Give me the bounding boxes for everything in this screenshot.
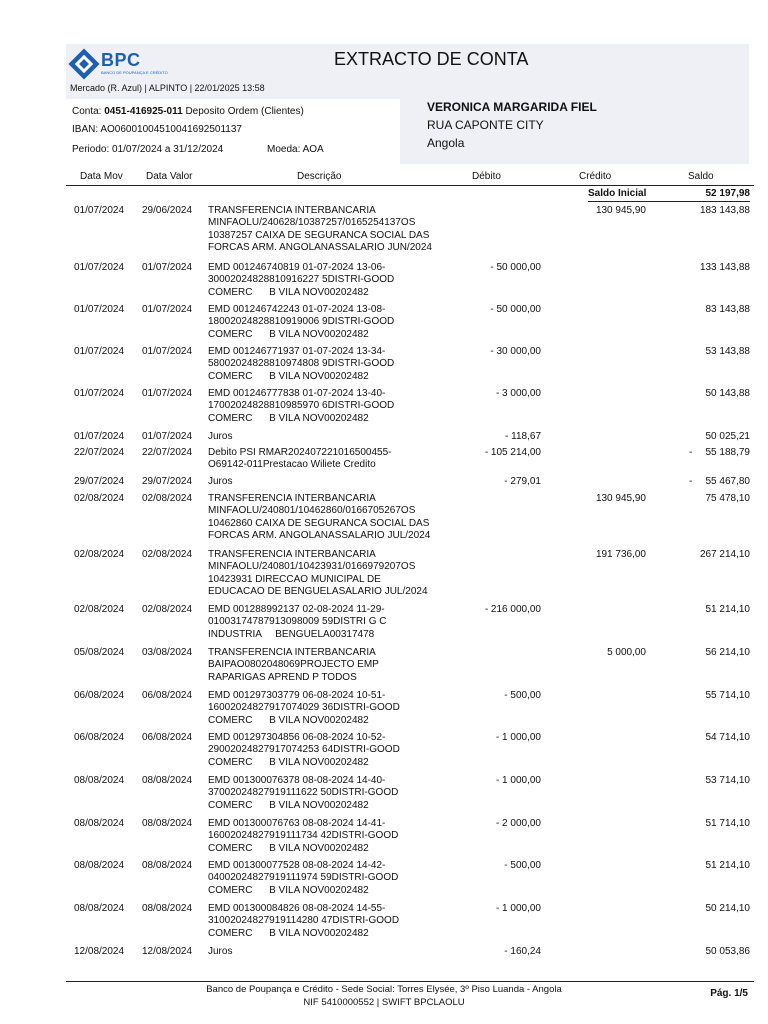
- cell-data-mov: 08/08/2024: [74, 775, 125, 786]
- cell-data-valor: 29/07/2024: [142, 476, 193, 487]
- account-number: 0451-416925-011: [104, 106, 183, 117]
- cell-data-mov: 01/07/2024: [74, 388, 125, 399]
- descricao-line: 18002024828810919006 9DISTRI-GOOD: [208, 316, 395, 328]
- footer-bank-address: Banco de Poupança e Crédito - Sede Social: Torres Elysée, 3º Piso Luanda - Angola: [206, 984, 562, 995]
- cell-credito: 130 945,90: [595, 205, 646, 216]
- descricao-line: 04002024827919111974 59DISTRI-GOOD: [208, 872, 399, 884]
- descricao-line: FORCAS ARM. ANGOLANASSALARIO JUN/2024: [208, 242, 432, 254]
- cell-descricao: [208, 946, 232, 958]
- descricao-line: FORCAS ARM. ANGOLANASSALARIO JUL/2024: [208, 530, 431, 542]
- cell-data-mov: 01/07/2024: [74, 304, 125, 315]
- cell-debito: - 1 000,00: [495, 732, 541, 743]
- descricao-line: COMERC B VILA NOV00202482: [208, 328, 369, 340]
- descricao-line: O69142-011Prestacao Wiliete Credito: [208, 459, 376, 471]
- cell-data-valor: 02/08/2024: [142, 549, 193, 560]
- cell-credito: 5 000,00: [607, 647, 646, 658]
- cell-debito: - 2 000,00: [495, 818, 541, 829]
- cell-descricao: [208, 549, 428, 599]
- descricao-line: COMERC B VILA NOV00202482: [208, 842, 369, 854]
- descricao-line: COMERC B VILA NOV00202482: [208, 412, 369, 424]
- cell-debito: - 1 000,00: [495, 903, 541, 914]
- cell-data-valor: 01/07/2024: [142, 431, 193, 442]
- col-head-saldo: Saldo: [688, 171, 714, 182]
- descricao-line: BAIPAO0802048069PROJECTO EMP: [208, 659, 379, 671]
- cell-debito: - 216 000,00: [484, 604, 541, 615]
- cell-credito: 191 736,00: [595, 549, 646, 560]
- descricao-line: TRANSFERENCIA INTERBANCARIA: [208, 549, 376, 560]
- descricao-line: 16002024827919111734 42DISTRI-GOOD: [208, 830, 399, 842]
- cell-data-valor: 12/08/2024: [142, 946, 193, 957]
- descricao-line: EMD 001300076763 08-08-2024 14-41-: [208, 818, 386, 829]
- descricao-line: EMD 001246742243 01-07-2024 13-08-: [208, 304, 386, 315]
- descricao-line: Debito PSI RMAR202407221016500455-: [208, 447, 392, 458]
- cell-debito: - 500,00: [504, 690, 541, 701]
- saldo-inicial-label: Saldo Inicial: [588, 188, 647, 199]
- cell-descricao: [208, 346, 394, 383]
- cell-descricao: [208, 431, 232, 443]
- descricao-line: COMERC B VILA NOV00202482: [208, 370, 369, 382]
- cell-data-valor: 02/08/2024: [142, 604, 193, 615]
- cell-saldo: 55 467,80: [705, 476, 750, 487]
- cell-descricao: [208, 604, 386, 641]
- cell-data-valor: 08/08/2024: [142, 903, 193, 914]
- cell-data-mov: 12/08/2024: [74, 946, 125, 957]
- account-type: Deposito Ordem (Clientes): [182, 106, 304, 117]
- cell-saldo: 50 053,86: [705, 946, 750, 957]
- account-number-line: [72, 106, 304, 117]
- cell-saldo: 133 143,88: [699, 262, 750, 273]
- cell-saldo-sign: -: [689, 476, 693, 487]
- descricao-line: 58002024828810974808 9DISTRI-GOOD: [208, 358, 395, 370]
- cell-data-valor: 01/07/2024: [142, 304, 193, 315]
- cell-saldo: 51 714,10: [705, 818, 750, 829]
- descricao-line: RAPARIGAS APREND P TODOS: [208, 671, 357, 683]
- cell-data-valor: 01/07/2024: [142, 388, 193, 399]
- cell-descricao: [208, 205, 432, 255]
- cell-credito: 130 945,90: [595, 493, 646, 504]
- cell-saldo: 51 214,10: [705, 604, 750, 615]
- descricao-line: COMERC B VILA NOV00202482: [208, 756, 369, 768]
- cell-descricao: [208, 775, 398, 812]
- page-number: Pág. 1/5: [710, 988, 748, 999]
- cell-data-mov: 01/07/2024: [74, 205, 125, 216]
- cell-data-mov: 01/07/2024: [74, 262, 125, 273]
- descricao-line: Juros: [208, 946, 233, 957]
- descricao-line: MINFAOLU/240801/10423931/0166979207OS: [208, 561, 416, 573]
- descricao-line: 01003174787913098009 59DISTRI G C: [208, 616, 387, 628]
- cell-saldo: 53 143,88: [705, 346, 750, 357]
- cell-saldo: 55 714,10: [705, 690, 750, 701]
- cell-descricao: [208, 860, 398, 897]
- cell-saldo: 54 714,10: [705, 732, 750, 743]
- descricao-line: 10462860 CAIXA DE SEGURANCA SOCIAL DAS: [208, 517, 430, 529]
- cell-saldo: 50 143,88: [705, 388, 750, 399]
- cell-saldo: 51 214,10: [705, 860, 750, 871]
- descricao-line: 17002024828810985970 6DISTRI-GOOD: [208, 400, 395, 412]
- cell-data-mov: 02/08/2024: [74, 604, 125, 615]
- descricao-line: 16002024827917074029 36DISTRI-GOOD: [208, 702, 400, 714]
- descricao-line: MINFAOLU/240628/10387257/0165254137OS: [208, 217, 416, 229]
- cell-debito: - 50 000,00: [490, 304, 541, 315]
- logo-text: BPC: [101, 50, 141, 70]
- cell-data-valor: 08/08/2024: [142, 860, 193, 871]
- cell-data-mov: 08/08/2024: [74, 903, 125, 914]
- cell-saldo: 75 478,10: [705, 493, 750, 504]
- cell-descricao: [208, 903, 399, 940]
- descricao-line: 10387257 CAIXA DE SEGURANCA SOCIAL DAS: [208, 229, 430, 241]
- descricao-line: TRANSFERENCIA INTERBANCARIA: [208, 493, 376, 504]
- cell-debito: - 105 214,00: [484, 447, 541, 458]
- cell-saldo: 55 188,79: [705, 447, 750, 458]
- iban-line: IBAN: AO06001004510041692501137: [72, 124, 242, 135]
- saldo-inicial-value: 52 197,98: [705, 188, 750, 199]
- col-head-credito: Crédito: [579, 171, 612, 182]
- account-label: Conta:: [72, 106, 105, 117]
- cell-data-valor: 01/07/2024: [142, 346, 193, 357]
- client-name: VERONICA MARGARIDA FIEL: [427, 100, 597, 114]
- meta-line: Mercado (R. Azul) | ALPINTO | 22/01/2025 13:58: [70, 83, 265, 93]
- cell-debito: - 50 000,00: [490, 262, 541, 273]
- col-head-data-valor: Data Valor: [146, 171, 193, 182]
- cell-debito: - 160,24: [504, 946, 541, 957]
- col-head-debito: Débito: [472, 171, 501, 182]
- cell-data-valor: 08/08/2024: [142, 775, 193, 786]
- cell-descricao: [208, 304, 394, 341]
- footer-divider: [66, 981, 754, 982]
- cell-data-mov: 01/07/2024: [74, 431, 125, 442]
- descricao-line: EMD 001246777838 01-07-2024 13-40-: [208, 388, 386, 399]
- cell-saldo-sign: -: [689, 447, 693, 458]
- cell-data-valor: 06/08/2024: [142, 690, 193, 701]
- cell-descricao: [208, 690, 400, 727]
- cell-descricao: [208, 476, 232, 488]
- descricao-line: COMERC B VILA NOV00202482: [208, 884, 369, 896]
- cell-descricao: [208, 447, 391, 472]
- cell-data-mov: 22/07/2024: [74, 447, 125, 458]
- logo-subtitle: BANCO DE POUPANÇA E CRÉDITO: [101, 70, 168, 75]
- descricao-line: Juros: [208, 476, 233, 487]
- descricao-line: Juros: [208, 431, 233, 442]
- cell-descricao: [208, 262, 394, 299]
- descricao-line: 10423931 DIRECCAO MUNICIPAL DE: [208, 573, 381, 585]
- cell-descricao: [208, 818, 398, 855]
- cell-saldo: 56 214,10: [705, 647, 750, 658]
- col-head-descricao: Descrição: [297, 171, 342, 182]
- descricao-line: 31002024827919114280 47DISTRI-GOOD: [208, 915, 400, 927]
- descricao-line: EMD 001297303779 06-08-2024 10-51-: [208, 690, 386, 701]
- cell-debito: - 30 000,00: [490, 346, 541, 357]
- descricao-line: 29002024827917074253 64DISTRI-GOOD: [208, 744, 400, 756]
- cell-data-mov: 01/07/2024: [74, 346, 125, 357]
- descricao-line: COMERC B VILA NOV00202482: [208, 286, 369, 298]
- cell-saldo: 267 214,10: [699, 549, 750, 560]
- document-title: EXTRACTO DE CONTA: [334, 49, 529, 69]
- footer-bank-ids: NIF 5410000552 | SWIFT BPCLAOLU: [303, 997, 465, 1008]
- descricao-line: INDUSTRIA BENGUELA00317478: [208, 628, 375, 640]
- saldo-inicial-divider: [588, 201, 750, 202]
- cell-data-valor: 01/07/2024: [142, 262, 193, 273]
- descricao-line: 30002024828810916227 5DISTRI-GOOD: [208, 274, 395, 286]
- cell-data-mov: 08/08/2024: [74, 818, 125, 829]
- descricao-line: TRANSFERENCIA INTERBANCARIA: [208, 205, 376, 216]
- descricao-line: EMD 001297304856 06-08-2024 10-52-: [208, 732, 386, 743]
- cell-descricao: [208, 732, 400, 769]
- cell-debito: - 1 000,00: [495, 775, 541, 786]
- descricao-line: EMD 001300084826 08-08-2024 14-55-: [208, 903, 386, 914]
- descricao-line: EMD 001300077528 08-08-2024 14-42-: [208, 860, 386, 871]
- descricao-line: EMD 001246740819 01-07-2024 13-06-: [208, 262, 386, 273]
- descricao-line: MINFAOLU/240801/10462860/0166705267OS: [208, 505, 416, 517]
- cell-saldo: 50 025,21: [705, 431, 750, 442]
- cell-data-valor: 22/07/2024: [142, 447, 193, 458]
- col-head-data-mov: Data Mov: [80, 171, 123, 182]
- cell-descricao: [208, 388, 394, 425]
- cell-debito: - 118,67: [505, 431, 541, 442]
- descricao-line: EDUCACAO DE BENGUELASALARIO JUL/2024: [208, 586, 428, 598]
- client-address-1: RUA CAPONTE CITY: [427, 118, 544, 132]
- descricao-line: COMERC B VILA NOV00202482: [208, 714, 369, 726]
- cell-data-valor: 08/08/2024: [142, 818, 193, 829]
- cell-debito: - 3 000,00: [495, 388, 541, 399]
- cell-data-valor: 06/08/2024: [142, 732, 193, 743]
- header-divider: [66, 185, 754, 186]
- cell-data-mov: 06/08/2024: [74, 732, 125, 743]
- cell-debito: - 279,01: [504, 476, 541, 487]
- cell-data-valor: 29/06/2024: [142, 205, 193, 216]
- descricao-line: 37002024827919111622 50DISTRI-GOOD: [208, 787, 399, 799]
- descricao-line: EMD 001246771937 01-07-2024 13-34-: [208, 346, 386, 357]
- cell-data-mov: 29/07/2024: [74, 476, 125, 487]
- descricao-line: COMERC B VILA NOV00202482: [208, 927, 369, 939]
- descricao-line: EMD 001288992137 02-08-2024 11-29-: [208, 604, 385, 615]
- cell-data-valor: 03/08/2024: [142, 647, 193, 658]
- cell-data-mov: 08/08/2024: [74, 860, 125, 871]
- currency-line: Moeda: AOA: [267, 144, 324, 155]
- descricao-line: COMERC B VILA NOV00202482: [208, 799, 369, 811]
- cell-descricao: [208, 493, 430, 543]
- cell-data-valor: 02/08/2024: [142, 493, 193, 504]
- client-address-2: Angola: [427, 136, 465, 150]
- cell-debito: - 500,00: [504, 860, 541, 871]
- cell-saldo: 83 143,88: [705, 304, 750, 315]
- cell-data-mov: 02/08/2024: [74, 493, 125, 504]
- descricao-line: TRANSFERENCIA INTERBANCARIA: [208, 647, 376, 658]
- cell-saldo: 53 714,10: [705, 775, 750, 786]
- descricao-line: EMD 001300076378 08-08-2024 14-40-: [208, 775, 386, 786]
- cell-saldo: 50 214,10: [705, 903, 750, 914]
- cell-data-mov: 06/08/2024: [74, 690, 125, 701]
- cell-data-mov: 05/08/2024: [74, 647, 125, 658]
- cell-descricao: [208, 647, 379, 684]
- cell-data-mov: 02/08/2024: [74, 549, 125, 560]
- period-line: Periodo: 01/07/2024 a 31/12/2024: [72, 144, 224, 155]
- cell-saldo: 183 143,88: [699, 205, 750, 216]
